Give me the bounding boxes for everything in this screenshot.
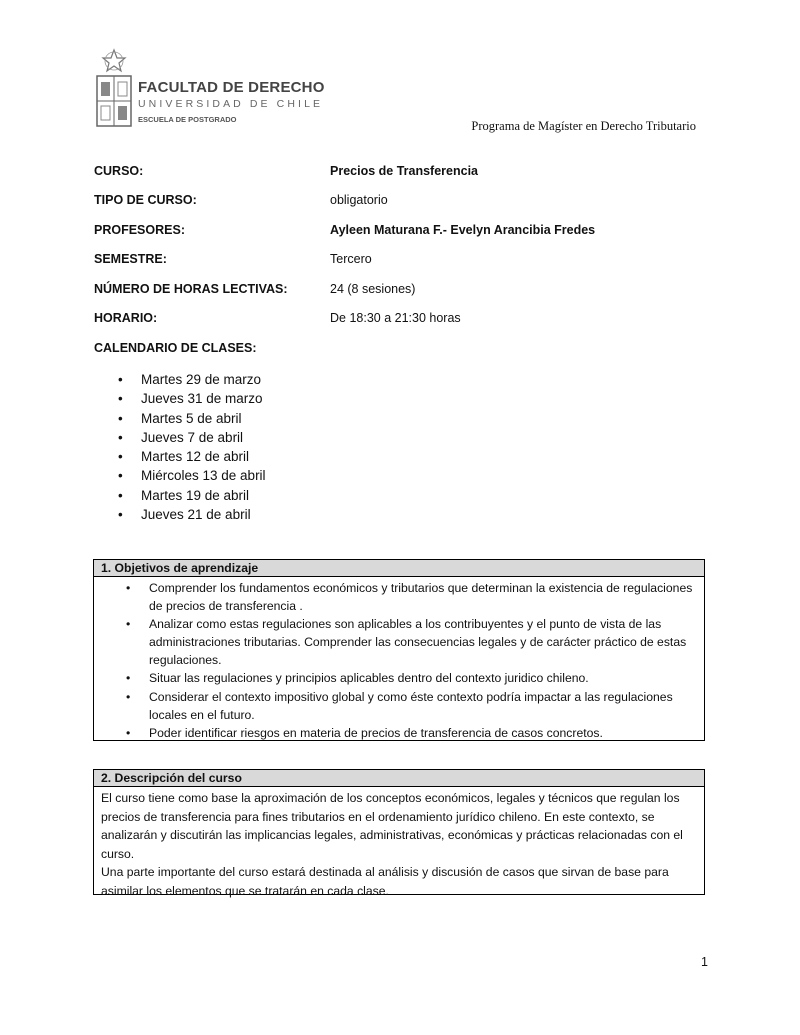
logo-subtitle: UNIVERSIDAD DE CHILE [138, 98, 324, 110]
objective-item: • Comprender los fundamentos económicos y tributarios que determinan la existencia de regulaciones de precios de transferencia . [94, 579, 704, 615]
info-label: CALENDARIO DE CLASES: [94, 341, 257, 355]
objective-item: • Poder identificar riesgos en materia de precios de transferencia de casos concretos. [94, 724, 704, 742]
info-row-horas [94, 282, 288, 296]
info-value-semestre: Tercero [330, 252, 372, 266]
info-label: NÚMERO DE HORAS LECTIVAS: [94, 282, 288, 296]
objective-item: • Analizar como estas regulaciones son aplicables a los contribuyentes y el punto de vista de las administraciones tributarias. Comprender las consecuencias legales y de carácter práctico de estas regulaciones. [94, 615, 704, 669]
info-row-horario [94, 311, 157, 325]
info-row-tipo [94, 193, 197, 207]
calendar-date: • Martes 5 de abril [118, 409, 266, 428]
objectives-list [94, 577, 704, 742]
description-paragraph: El curso tiene como base la aproximación de los conceptos económicos, legales y técnicos que regulan los precios de transferencia para fines tributarios en el ordenamiento jurídico chileno. En este contexto, se analizarán y discutirán las implicancias legales, administrativas, económicas y prácticas relacionadas con el curso. [101, 791, 683, 861]
faculty-logo [94, 46, 325, 132]
info-label: SEMESTRE: [94, 252, 167, 266]
objective-item: • Considerar el contexto impositivo global y como éste contexto podría impactar a las regulaciones locales en el futuro. [94, 688, 704, 724]
program-title: Programa de Magíster en Derecho Tributario [471, 119, 696, 133]
info-row-semestre [94, 252, 167, 266]
calendar-label [94, 341, 257, 355]
info-row-curso [94, 164, 143, 178]
description-paragraph: Una parte importante del curso estará destinada al análisis y discusión de casos que sirvan de base para asimilar los elementos que se tratarán en cada clase. [101, 865, 669, 898]
calendar-date: • Miércoles 13 de abril [118, 466, 266, 485]
info-value-horario: De 18:30 a 21:30 horas [330, 311, 461, 325]
calendar-date: • Martes 29 de marzo [118, 370, 266, 389]
info-label: PROFESORES: [94, 223, 185, 237]
university-seal-icon [94, 46, 134, 130]
logo-school: ESCUELA DE POSTGRADO [138, 115, 237, 124]
objectives-box [93, 559, 705, 741]
info-label: CURSO: [94, 164, 144, 178]
info-value-tipo: obligatorio [330, 193, 388, 207]
description-box [93, 769, 705, 898]
info-value-horas: 24 (8 sesiones) [330, 282, 416, 296]
info-label: HORARIO: [94, 311, 158, 325]
description-title: 2. Descripción del curso [94, 770, 704, 787]
logo-title: FACULTAD DE DERECHO [138, 79, 325, 96]
info-value-profesores: Ayleen Maturana F.- Evelyn Arancibia Fredes [330, 223, 596, 237]
calendar-date: • Jueves 31 de marzo [118, 389, 266, 408]
page-number: 1 [701, 955, 708, 969]
calendar-date: • Martes 19 de abril [118, 486, 266, 505]
info-value-curso: Precios de Transferencia [330, 164, 478, 178]
description-body [94, 787, 704, 901]
objective-item: • Situar las regulaciones y principios aplicables dentro del contexto juridico chileno. [94, 669, 704, 687]
info-label: TIPO DE CURSO: [94, 193, 197, 207]
info-row-profesores [94, 223, 185, 237]
calendar-date: • Jueves 7 de abril [118, 428, 266, 447]
calendar-list [118, 370, 266, 524]
objectives-title: 1. Objetivos de aprendizaje [94, 560, 704, 577]
calendar-date: • Martes 12 de abril [118, 447, 266, 466]
calendar-date: • Jueves 21 de abril [118, 505, 266, 524]
